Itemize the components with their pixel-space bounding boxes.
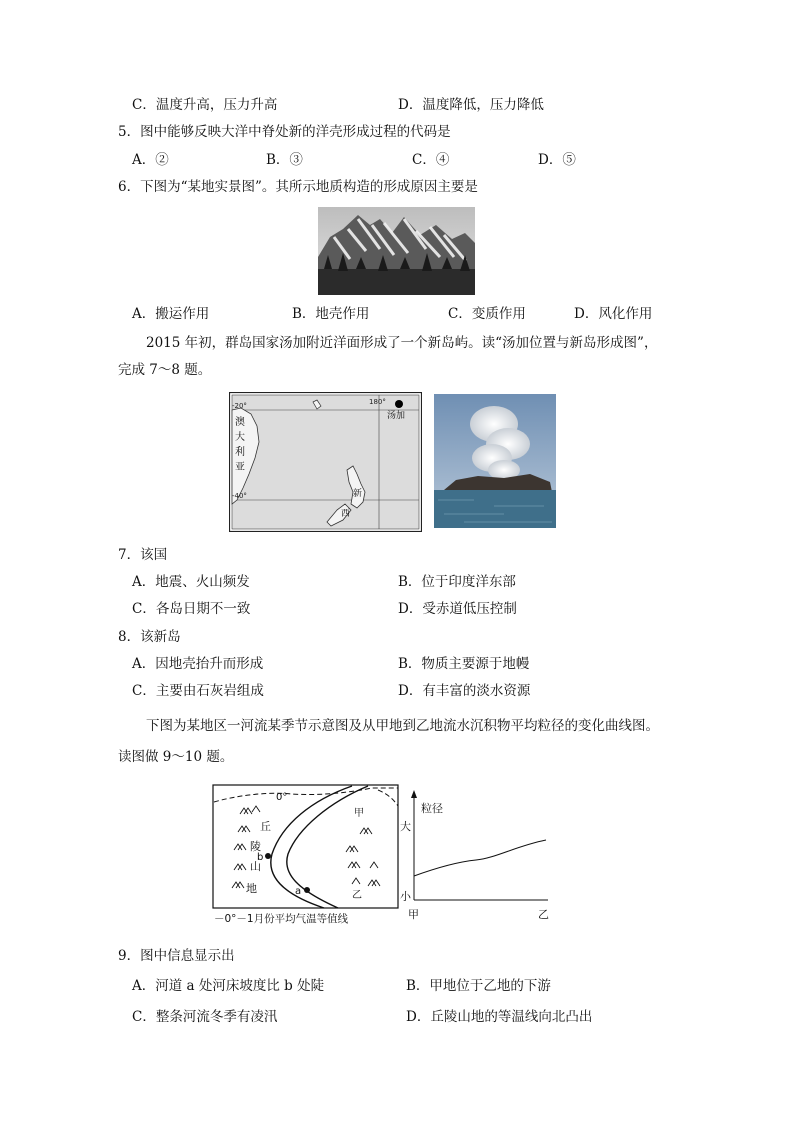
intro-7-8-line1: 2015 年初，群岛国家汤加附近洋面形成了一个新岛屿。读“汤加位置与新岛形成图”， <box>146 335 658 351</box>
point-b <box>265 853 271 859</box>
y-big-label: 大 <box>400 820 411 833</box>
tonga-label: 汤加 <box>387 411 406 421</box>
q5-stem: 5．图中能够反映大洋中脊处新的洋壳形成过程的代码是 <box>118 124 451 140</box>
yi-label: 乙 <box>352 890 362 901</box>
isotherm-legend: －0°－1月份平均气温等值线 <box>214 913 349 925</box>
grain-size-curve <box>414 840 546 876</box>
lat-40-label: -40° <box>232 492 247 500</box>
hill-char-1: 丘 <box>260 820 271 833</box>
q9-option-d: D．丘陵山地的等温线向北凸出 <box>406 1009 593 1025</box>
jia-label: 甲 <box>354 808 364 819</box>
q5-option-d: D．⑤ <box>538 152 576 168</box>
a-label: a <box>295 886 302 897</box>
q8-option-b: B．物质主要源于地幔 <box>398 656 530 672</box>
q4-option-c: C．温度升高，压力升高 <box>132 97 278 113</box>
tonga-dot <box>395 400 403 408</box>
australia-char-3: 利 <box>235 447 245 458</box>
q7-option-c: C．各岛日期不一致 <box>132 601 251 617</box>
intro-7-8-line2: 完成 7～8 题。 <box>118 362 212 378</box>
lat-20-label: -20° <box>232 402 247 410</box>
b-label: b <box>257 852 264 863</box>
hill-char-2: 陵 <box>250 840 261 853</box>
q6-option-b: B．地壳作用 <box>292 306 370 322</box>
q6-stem: 6．下图为“某地实景图”。其所示地质构造的形成原因主要是 <box>118 179 478 195</box>
q8-option-d: D．有丰富的淡水资源 <box>398 683 531 699</box>
intro-9-10-line1: 下图为某地区一河流某季节示意图及从甲地到乙地流水沉积物平均粒径的变化曲线图。 <box>146 718 659 734</box>
q7-stem: 7．该国 <box>118 547 168 563</box>
nz-char-2: 西 <box>341 509 351 519</box>
mountain-photo <box>318 207 475 295</box>
nz-char-1: 新 <box>353 489 363 499</box>
lon-180-label: 180° <box>369 398 386 406</box>
hill-char-4: 地 <box>246 882 257 895</box>
q5-option-a: A．② <box>132 152 169 168</box>
q8-option-a: A．因地壳抬升而形成 <box>132 656 264 672</box>
x-end-label: 乙 <box>538 908 549 921</box>
q8-stem: 8．该新岛 <box>118 629 181 645</box>
q4-option-d: D．温度降低，压力降低 <box>398 97 544 113</box>
y-small-label: 小 <box>400 890 411 903</box>
q9-option-a: A．河道 a 处河床坡度比 b 处陡 <box>132 978 325 994</box>
new-island-photo <box>434 394 556 528</box>
hill-char-3: 山 <box>250 860 261 873</box>
river-schematic <box>212 784 412 926</box>
q9-stem: 9．图中信息显示出 <box>118 948 235 964</box>
q7-option-b: B．位于印度洋东部 <box>398 574 516 590</box>
australia-char-2: 大 <box>235 432 245 443</box>
q7-option-a: A．地震、火山频发 <box>132 574 250 590</box>
q6-option-a: A．搬运作用 <box>132 306 210 322</box>
q5-option-b: B．③ <box>266 152 303 168</box>
q9-option-b: B．甲地位于乙地的下游 <box>406 978 551 994</box>
australia-char-1: 澳 <box>235 417 245 428</box>
q7-option-d: D．受赤道低压控制 <box>398 601 517 617</box>
q5-option-c: C．④ <box>412 152 450 168</box>
isotherm-label: 0° <box>276 792 288 803</box>
q9-option-c: C．整条河流冬季有凌汛 <box>132 1009 278 1025</box>
intro-9-10-line2: 读图做 9～10 题。 <box>118 749 234 765</box>
x-start-label: 甲 <box>408 908 419 921</box>
y-axis-label: 粒径 <box>421 802 443 815</box>
grain-size-chart <box>396 784 556 926</box>
q6-option-d: D．风化作用 <box>574 306 653 322</box>
australia-char-4: 亚 <box>235 462 245 473</box>
tonga-location-map <box>229 392 422 532</box>
q6-option-c: C．变质作用 <box>448 306 526 322</box>
point-a <box>304 887 310 893</box>
q8-option-c: C．主要由石灰岩组成 <box>132 683 264 699</box>
